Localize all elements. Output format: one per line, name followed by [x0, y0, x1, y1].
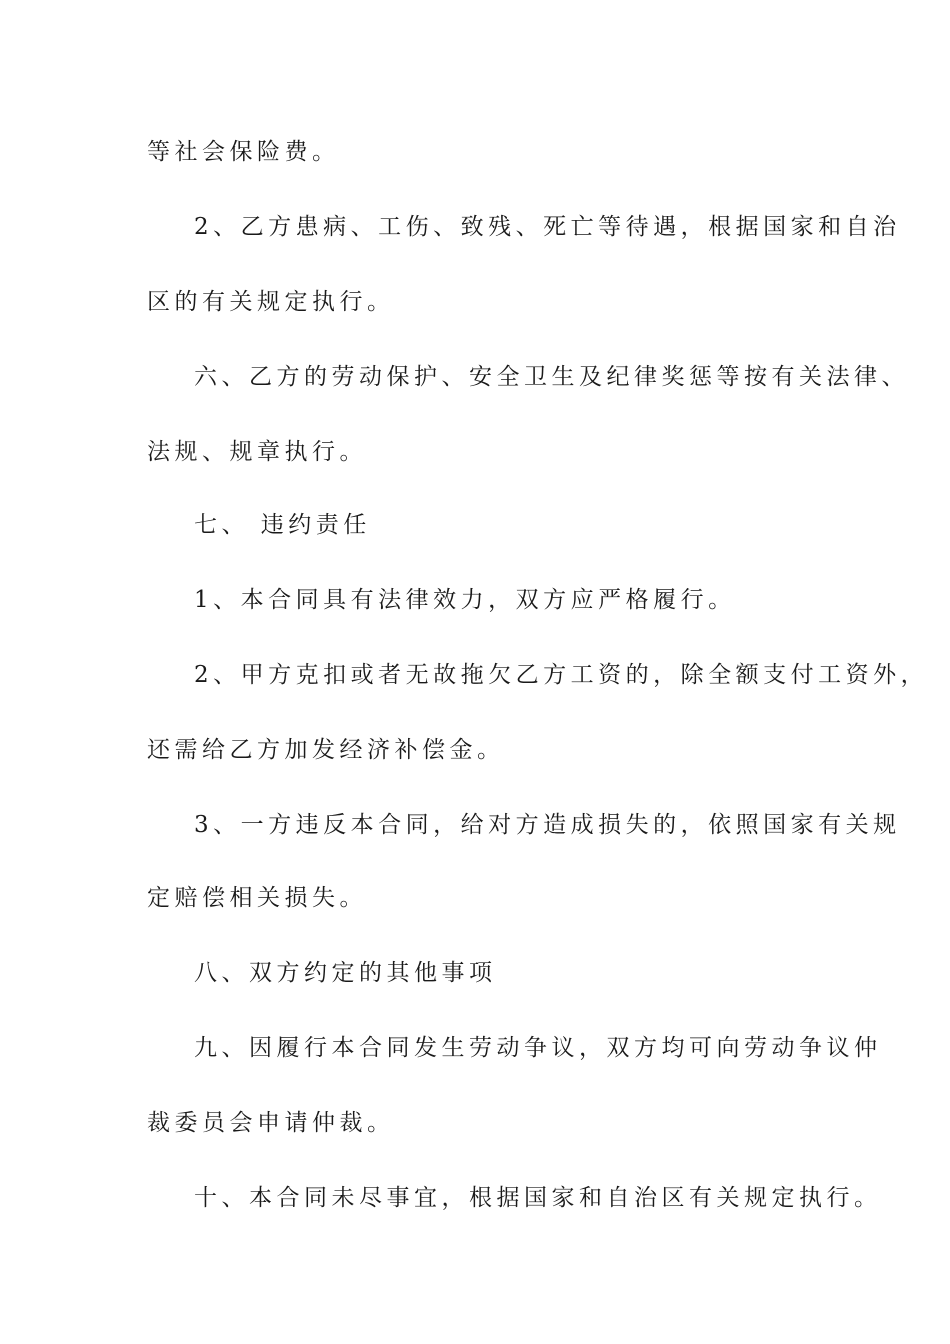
text-line: 等社会保险费。 — [147, 139, 340, 165]
section-heading: 八、双方约定的其他事项 — [194, 960, 497, 986]
text-line: 2、乙方患病、工伤、致残、死亡等待遇，根据国家和自治 — [194, 214, 901, 240]
text-line: 法规、规章执行。 — [147, 439, 367, 465]
text-line: 十、本合同未尽事宜，根据国家和自治区有关规定执行。 — [194, 1185, 882, 1211]
section-heading: 七、 违约责任 — [194, 512, 371, 538]
text-line: 2、甲方克扣或者无故拖欠乙方工资的，除全额支付工资外， — [194, 662, 929, 688]
text-line: 九、因履行本合同发生劳动争议，双方均可向劳动争议仲 — [194, 1035, 882, 1061]
text-line: 1、本合同具有法律效力，双方应严格履行。 — [194, 587, 736, 613]
text-line: 裁委员会申请仲裁。 — [147, 1110, 395, 1136]
text-line: 区的有关规定执行。 — [147, 289, 395, 315]
text-line: 定赔偿相关损失。 — [147, 885, 367, 911]
text-line: 3、一方违反本合同，给对方造成损失的，依照国家有关规 — [194, 812, 901, 838]
text-line: 还需给乙方加发经济补偿金。 — [147, 737, 505, 763]
text-line: 六、乙方的劳动保护、安全卫生及纪律奖惩等按有关法律、 — [194, 364, 909, 390]
